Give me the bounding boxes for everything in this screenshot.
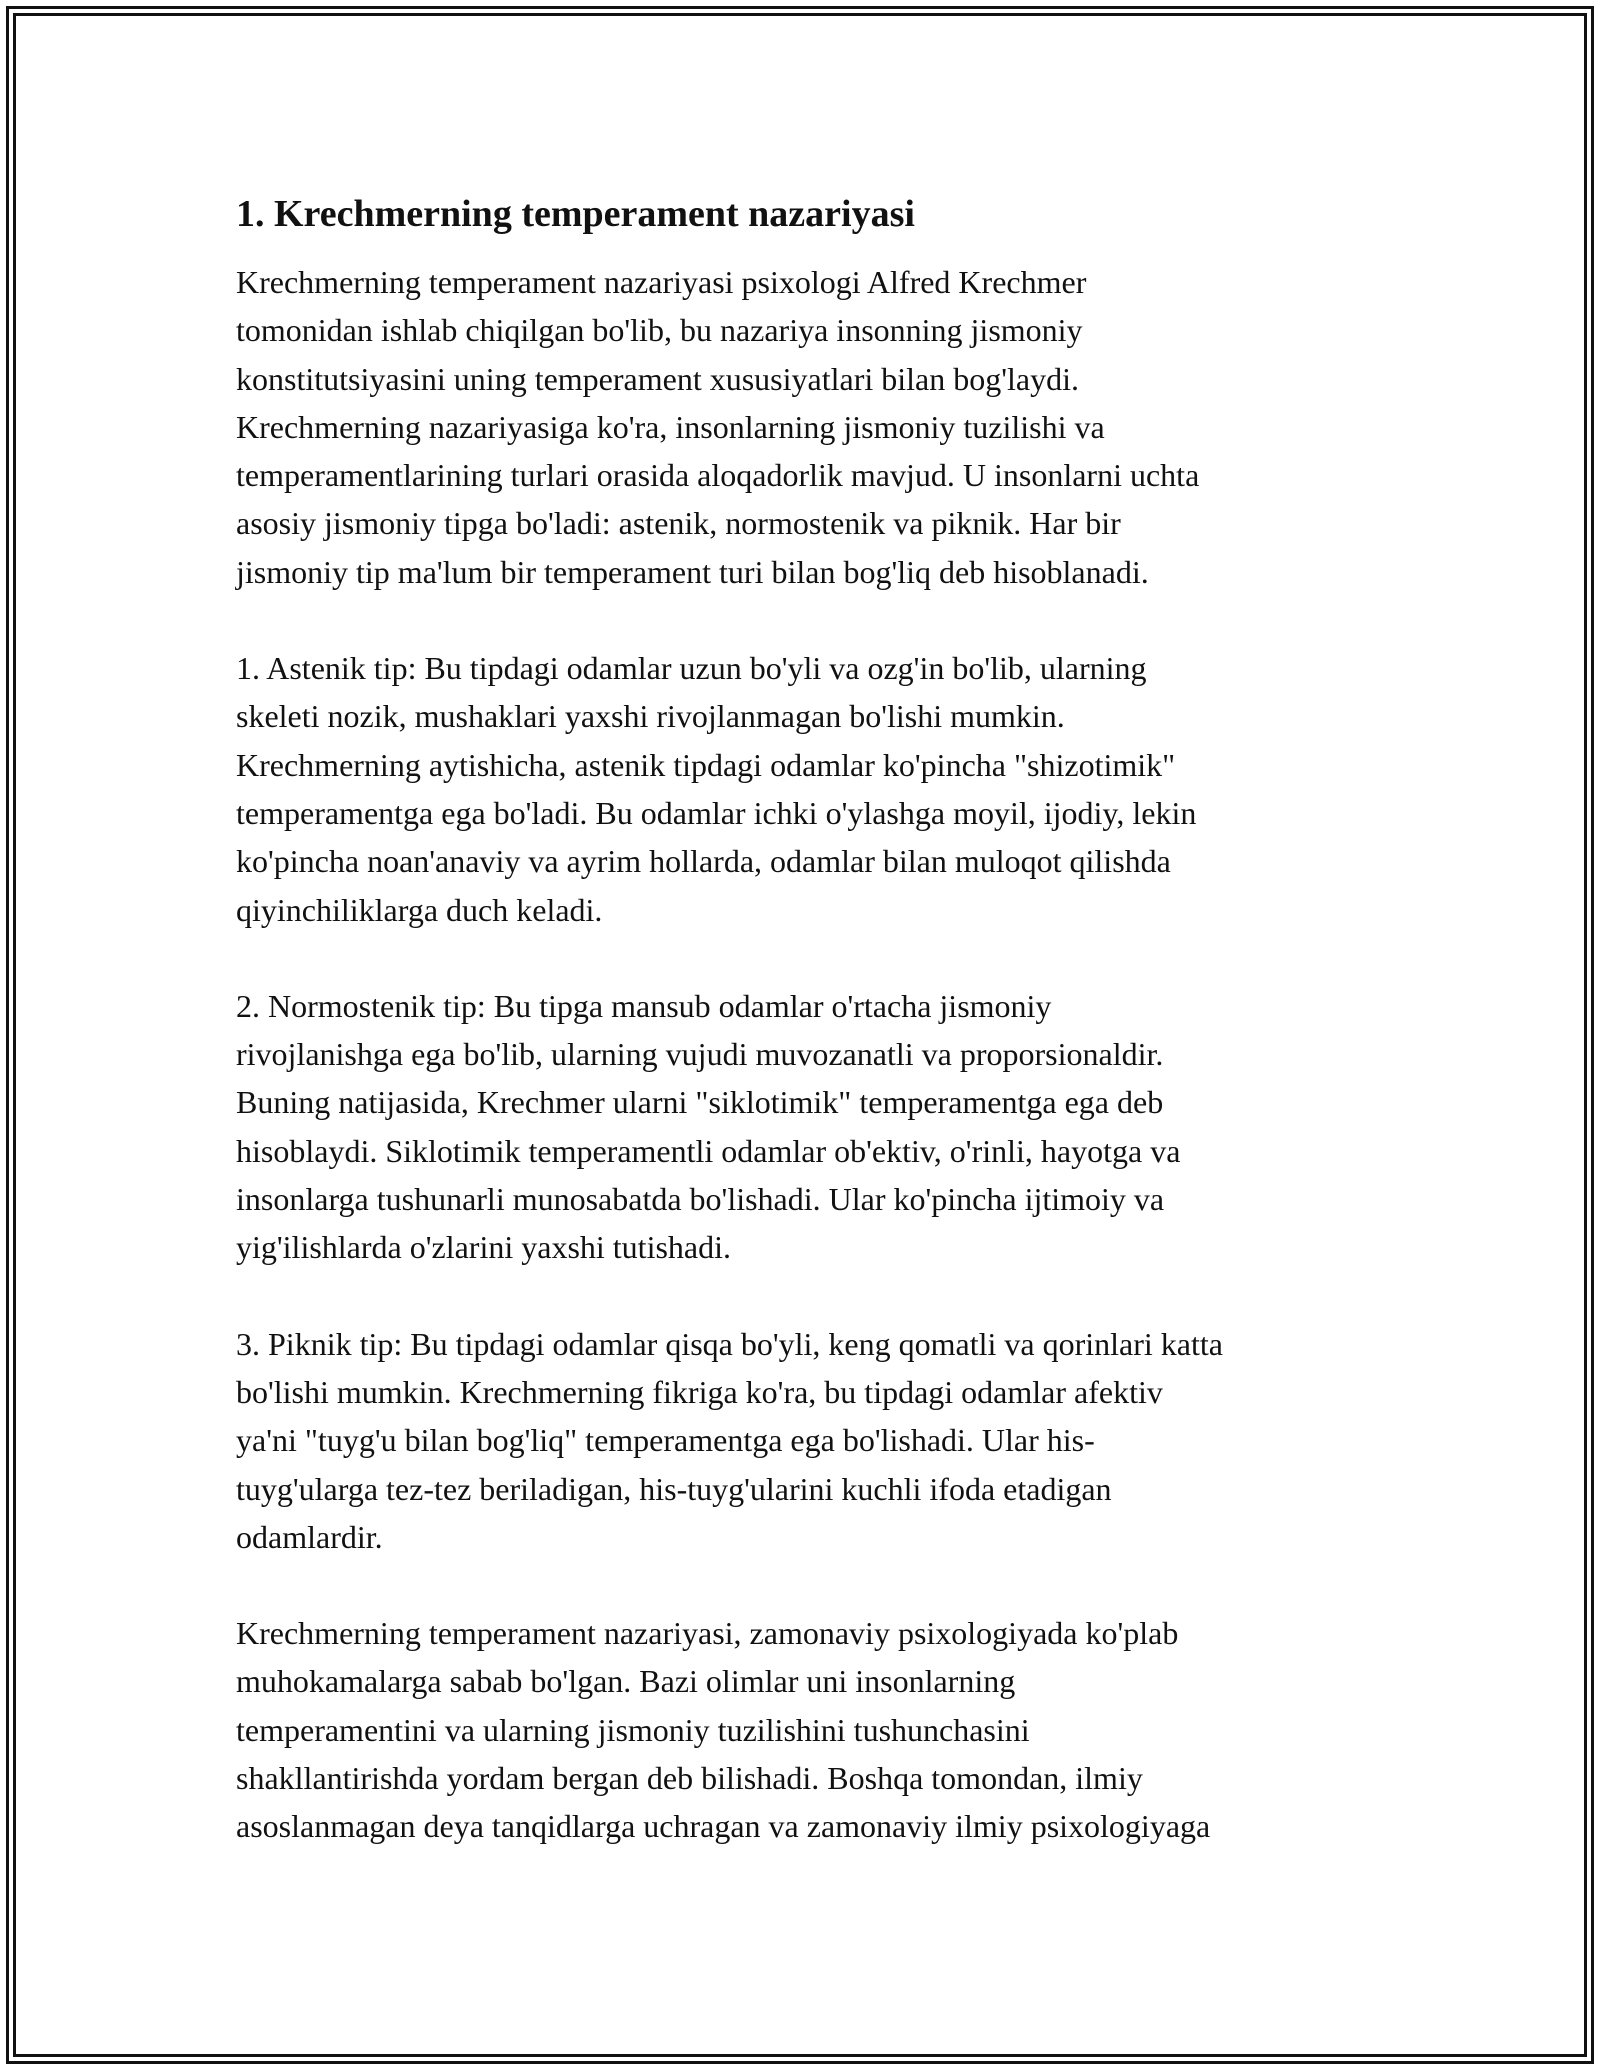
document-body xyxy=(236,190,1376,1899)
piknik-paragraph: 3. Piknik tip: Bu tipdagi odamlar qisqa bo'yli, keng qomatli va qorinlari katta bo'lishi mumkin. Krechmerning fikriga ko'ra, bu tipdagi odamlar afektiv ya'ni "tuyg'u bilan bog'liq" temperamentga ega bo'lishadi. Ular his- tuyg'ularga tez-tez beriladigan, his-tuyg'ularini kuchli ifoda etadigan odamlardir. xyxy=(236,1325,1223,1555)
conclusion-paragraph: Krechmerning temperament nazariyasi, zamonaviy psixologiyada ko'plab muhokamalarga sabab bo'lgan. Bazi olimlar uni insonlarning temperamentini va ularning jismoniy tuzilishini tushunchasini shakllantirishda yordam bergan deb bilishadi. Boshqa tomondan, ilmiy asoslanmagan deya tanqidlarga uchragan va zamonaviy ilmiy psixologiyaga xyxy=(236,1615,1211,1845)
astenik-paragraph: 1. Astenik tip: Bu tipdagi odamlar uzun bo'yli va ozg'in bo'lib, ularning skeleti nozik, mushaklari yaxshi rivojlanmagan bo'lishi mumkin. Krechmerning aytishicha, astenik tipdagi odamlar ko'pincha "shizotimik" temperamentga ega bo'ladi. Bu odamlar ichki o'ylashga moyil, ijodiy, lekin ko'pincha noan'anaviy va ayrim hollarda, odamlar bilan muloqot qilishda qiyinchiliklarga duch keladi. xyxy=(236,650,1197,928)
intro-paragraph: Krechmerning temperament nazariyasi psixologi Alfred Krechmer tomonidan ishlab chiqilgan bo'lib, bu nazariya insonning jismoniy konstitutsiyasini uning temperament xususiyatlari bilan bog'laydi. Krechmerning nazariyasiga ko'ra, insonlarning jismoniy tuzilishi va temperamentlarining turlari orasida aloqadorlik mavjud. U insonlarni uchta asosiy jismoniy tipga bo'ladi: astenik, normostenik va piknik. Har bir jismoniy tip ma'lum bir temperament turi bilan bog'liq deb hisoblanadi. xyxy=(236,264,1200,590)
section-heading: 1. Krechmerning temperament nazariyasi xyxy=(236,193,915,235)
normostenik-paragraph: 2. Normostenik tip: Bu tipga mansub odamlar o'rtacha jismoniy rivojlanishga ega bo'lib, ularning vujudi muvozanatli va proporsionaldir. Buning natijasida, Krechmer ularni "siklotimik" temperamentga ega deb hisoblaydi. Siklotimik temperamentli odamlar ob'ektiv, o'rinli, hayotga va insonlarga tushunarli munosabatda bo'lishadi. Ular ko'pincha ijtimoiy va yig'ilishlarda o'zlarini yaxshi tutishadi. xyxy=(236,987,1181,1266)
